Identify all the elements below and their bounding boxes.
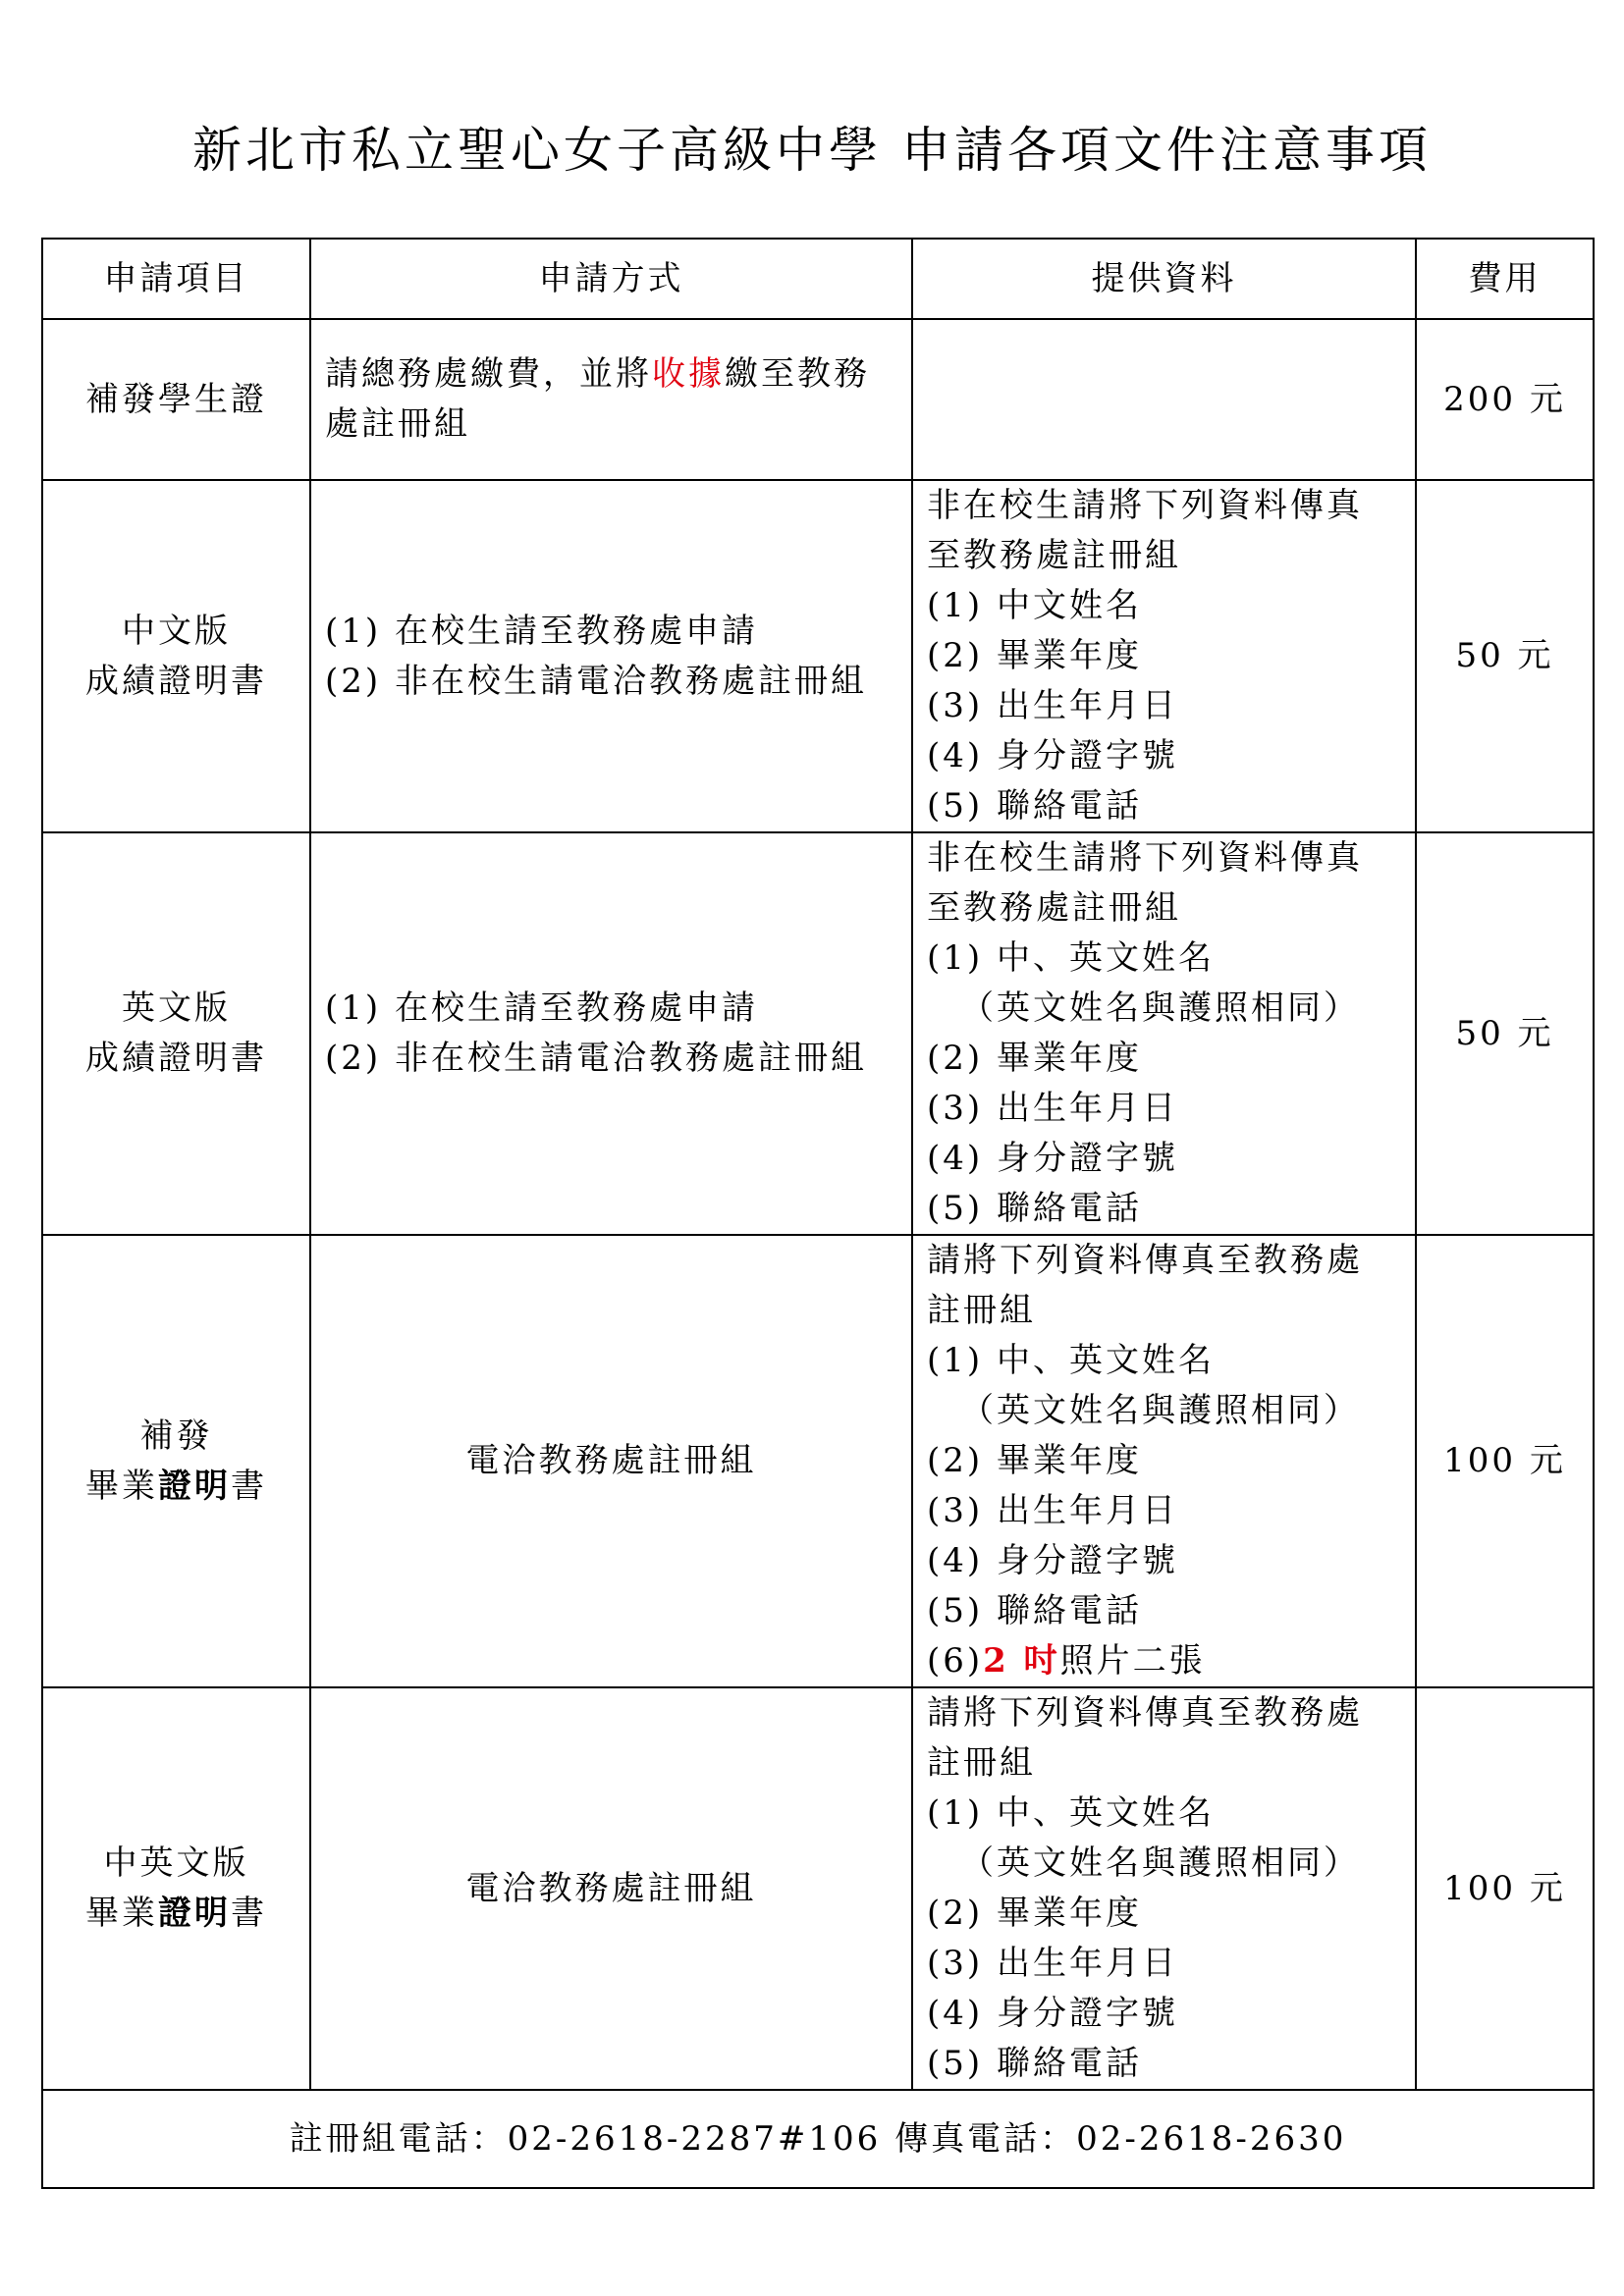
method-text-pre: 請總務處繳費，並將 [325,354,652,394]
info-photo-pre: (6) [927,1641,984,1681]
method-line: 電洽教務處註冊組 [465,1868,757,1908]
table-row [42,480,1594,832]
table-row [42,1687,1594,2090]
method-line: (2) 非在校生請電洽教務處註冊組 [325,661,867,701]
fee-cell: 200 元 [1416,319,1594,480]
info-line: (2) 畢業年度 [927,1039,1142,1078]
info-line: (5) 聯絡電話 [927,1189,1142,1228]
item-line: 補發 [139,1415,213,1456]
item-text: 書 [231,1466,267,1506]
header-info: 提供資料 [912,239,1416,319]
info-line: (5) 聯絡電話 [927,1591,1142,1630]
footer-row [42,2090,1594,2188]
item-line [43,1462,309,1512]
info-line: (4) 身分證字號 [927,1139,1178,1178]
info-photo-post: 照片二張 [1059,1641,1206,1681]
method-line: (1) 在校生請至教務處申請 [325,611,758,651]
info-cell [912,1235,1416,1687]
page-title: 新北市私立聖心女子高級中學 申請各項文件注意事項 [192,122,1432,179]
header-item: 申請項目 [42,239,310,319]
info-line: (3) 出生年月日 [927,1089,1178,1128]
fee-cell: 100 元 [1416,1687,1594,2090]
item-text: 畢業 [85,1894,158,1933]
method-text [325,354,870,444]
item-line: 中文版 [122,611,231,651]
info-line: (3) 出生年月日 [927,686,1178,725]
table-row [42,832,1594,1235]
info-line: (5) 聯絡電話 [927,2044,1142,2083]
fee-cell: 50 元 [1416,480,1594,832]
info-line: (4) 身分證字號 [927,736,1178,775]
item-text-bold: 證明 [158,1466,231,1506]
item-text: 書 [231,1894,267,1933]
info-line: 註冊組 [927,1743,1036,1783]
method-cell [310,832,912,1235]
item-text: 畢業 [85,1466,158,1506]
item-text-bold: 證明 [158,1894,231,1933]
info-line: 非在校生請將下列資料傳真 [927,486,1363,525]
info-line: (1) 中文姓名 [927,586,1142,625]
method-cell [310,1235,912,1687]
item-line [43,1889,309,1939]
info-line: （英文姓名與護照相同） [960,1391,1360,1430]
item-line: 英文版 [122,988,231,1028]
info-line: 請將下列資料傳真至教務處 [927,1693,1363,1733]
item-cell [42,1235,310,1687]
method-line: 電洽教務處註冊組 [465,1441,757,1480]
info-line: (1) 中、英文姓名 [927,1341,1215,1380]
info-line: （英文姓名與護照相同） [960,1843,1360,1883]
info-line: (2) 畢業年度 [927,1894,1142,1933]
info-line: 非在校生請將下列資料傳真 [927,838,1363,878]
document-table [41,238,1595,2189]
info-cell [912,480,1416,832]
info-line: (4) 身分證字號 [927,1541,1178,1580]
info-line: (3) 出生年月日 [927,1491,1178,1530]
method-line: (2) 非在校生請電洽教務處註冊組 [325,1039,867,1078]
fee-cell: 50 元 [1416,832,1594,1235]
item-cell [42,1687,310,2090]
header-fee: 費用 [1416,239,1594,319]
item-line: 成績證明書 [85,661,267,701]
info-line: 註冊組 [927,1291,1036,1330]
info-line: 至教務處註冊組 [927,536,1181,575]
info-line: (1) 中、英文姓名 [927,1793,1215,1833]
info-line-photo [927,1636,1415,1686]
info-cell [912,832,1416,1235]
method-cell [310,1687,912,2090]
info-photo-highlight: 2 吋 [983,1641,1060,1681]
table-row [42,319,1594,480]
method-line: (1) 在校生請至教務處申請 [325,988,758,1028]
info-line: 至教務處註冊組 [927,888,1181,928]
info-line: (2) 畢業年度 [927,1441,1142,1480]
method-cell [310,319,912,480]
item-cell [42,832,310,1235]
item-line: 中英文版 [103,1843,249,1883]
info-line: 請將下列資料傳真至教務處 [927,1241,1363,1280]
info-line: (1) 中、英文姓名 [927,938,1215,978]
item-line: 補發學生證 [85,379,267,419]
info-cell [912,1687,1416,2090]
info-line: (3) 出生年月日 [927,1944,1178,1983]
header-method: 申請方式 [310,239,912,319]
method-text-post: 繳至教務處註冊組 [325,354,870,444]
info-cell [912,319,1416,480]
item-cell [42,319,310,480]
info-line: （英文姓名與護照相同） [960,988,1360,1028]
info-line: (4) 身分證字號 [927,1994,1178,2033]
table-header-row [42,239,1594,319]
method-cell [310,480,912,832]
contact-footer: 註冊組電話：02-2618-2287#106 傳真電話：02-2618-2630 [42,2090,1594,2188]
info-line: (2) 畢業年度 [927,636,1142,675]
item-line: 成績證明書 [85,1039,267,1078]
method-highlight: 收據 [652,354,725,394]
table-row [42,1235,1594,1687]
info-line: (5) 聯絡電話 [927,786,1142,826]
item-cell [42,480,310,832]
fee-cell: 100 元 [1416,1235,1594,1687]
